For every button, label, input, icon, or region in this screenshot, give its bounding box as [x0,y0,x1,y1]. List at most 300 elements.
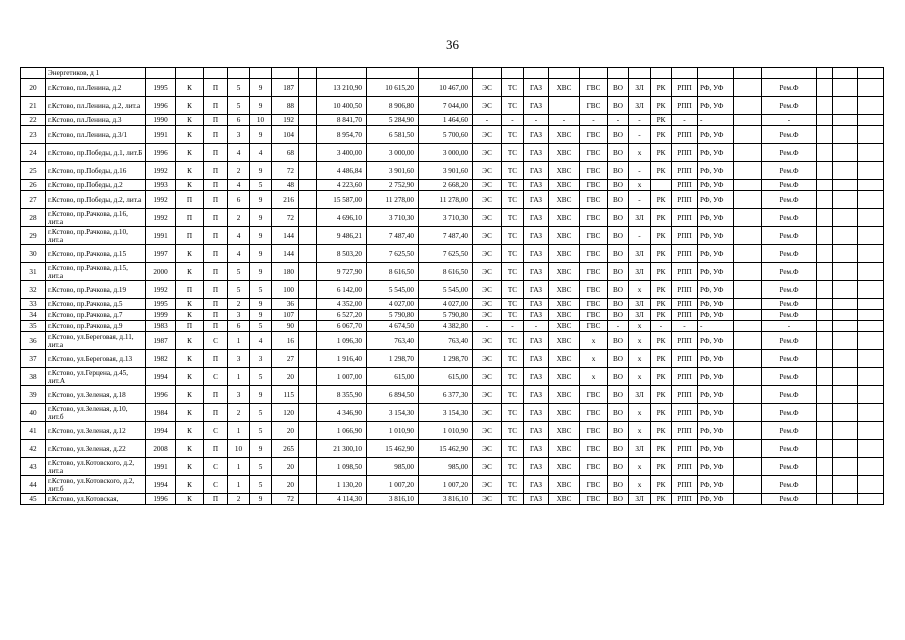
table-cell: 5 [250,281,272,299]
table-cell: П [204,263,228,281]
table-cell [299,180,317,191]
table-cell: РК [651,263,672,281]
table-cell: К [176,263,204,281]
table-cell [367,68,419,79]
table-cell: 187 [272,79,299,97]
table-cell: ВО [608,440,629,458]
table-cell [833,209,858,227]
table-cell [734,281,762,299]
table-cell: ВО [608,245,629,263]
table-cell: 2 [228,209,250,227]
address-cell: г.Кстово, пр.Победы, д.2, лит.а [46,191,146,209]
table-cell: ГВС [580,209,608,227]
table-cell [817,79,833,97]
table-cell: ГВС [580,458,608,476]
table-cell: 4 [250,332,272,350]
address-cell: г.Кстово, ул.Зеленая, д.10, лит.б [46,404,146,422]
table-cell: 5 790,80 [367,310,419,321]
table-cell: 2 668,20 [419,180,473,191]
table-cell: Рем.Ф [762,97,817,115]
table-cell: 44 [21,476,46,494]
address-cell: г.Кстово, ул.Котовского, д.2, лит.а [46,458,146,476]
table-cell: 37 [21,350,46,368]
table-cell: ВО [608,368,629,386]
table-cell: 1990 [146,115,176,126]
table-cell: 1 464,60 [419,115,473,126]
table-cell: 1 [228,476,250,494]
table-cell: х [629,180,651,191]
table-row [21,332,884,350]
table-cell: К [176,115,204,126]
table-cell: ЗЛ [629,299,651,310]
table-cell: РК [651,422,672,440]
table-cell: 21 [21,97,46,115]
table-cell: ХВС [549,386,580,404]
table-cell [672,68,698,79]
table-cell [299,350,317,368]
address-cell: г.Кстово, ул.Береговая, д.11, лит.а [46,332,146,350]
table-cell [833,227,858,245]
table-cell: 1992 [146,281,176,299]
table-cell [299,191,317,209]
table-cell: 9 486,21 [317,227,367,245]
table-cell: РПП [672,404,698,422]
table-cell: 3 [228,350,250,368]
table-row [21,321,884,332]
table-cell: ГАЗ [524,227,549,245]
table-cell: 20 [272,458,299,476]
table-cell [299,68,317,79]
table-cell: 4 346,90 [317,404,367,422]
table-cell: - [672,321,698,332]
table-cell: 9 [250,126,272,144]
table-cell: 615,00 [367,368,419,386]
table-cell: 144 [272,227,299,245]
table-cell: Рем.Ф [762,245,817,263]
table-cell: ГАЗ [524,458,549,476]
table-cell: Рем.Ф [762,144,817,162]
table-cell [833,332,858,350]
address-cell: г.Кстово, пл.Ленина, д.3/1 [46,126,146,144]
table-cell: 6 581,50 [367,126,419,144]
table-cell: ХВС [549,79,580,97]
table-cell: РК [651,191,672,209]
table-cell: 72 [272,494,299,505]
table-cell: РПП [672,97,698,115]
table-cell: РПП [672,191,698,209]
table-cell: ГВС [580,79,608,97]
table-cell [858,332,884,350]
table-cell: 1 [228,368,250,386]
table-cell: РК [651,310,672,321]
table-row [21,476,884,494]
table-cell: ГВС [580,180,608,191]
table-cell [299,115,317,126]
table-cell: Рем.Ф [762,191,817,209]
table-cell [299,97,317,115]
table-cell: - [608,321,629,332]
table-cell: ХВС [549,191,580,209]
table-cell: К [176,458,204,476]
table-cell: 4 [228,227,250,245]
table-cell [817,321,833,332]
table-cell: П [204,115,228,126]
table-cell: ТС [502,440,524,458]
table-cell: ТС [502,191,524,209]
table-row [21,458,884,476]
table-cell: 3 901,60 [419,162,473,180]
table-cell: РФ, УФ [698,404,734,422]
table-cell [651,180,672,191]
table-row [21,310,884,321]
table-cell: 5 [228,263,250,281]
table-cell: 9 [250,191,272,209]
table-cell: ЗЛ [629,97,651,115]
table-cell: К [176,440,204,458]
address-cell: г.Кстово, пр.Рачкова, д.10, лит.а [46,227,146,245]
table-cell: 9 [250,386,272,404]
table-cell: С [204,422,228,440]
table-cell: П [204,144,228,162]
table-cell: К [176,245,204,263]
table-cell: 4 [250,144,272,162]
table-cell: 115 [272,386,299,404]
table-cell: ГВС [580,227,608,245]
table-cell: ВО [608,227,629,245]
table-cell: 1999 [146,310,176,321]
table-cell: 6 [228,115,250,126]
table-cell: 104 [272,126,299,144]
table-cell: - [524,321,549,332]
table-cell: ЗЛ [629,245,651,263]
table-cell [858,68,884,79]
table-cell: ТС [502,368,524,386]
table-cell: 9 [250,97,272,115]
table-cell [817,126,833,144]
table-cell: РК [651,126,672,144]
table-cell: ЭС [473,332,502,350]
table-cell: РФ, УФ [698,209,734,227]
table-cell: - [672,115,698,126]
table-cell [833,79,858,97]
table-cell [299,299,317,310]
table-cell: х [629,281,651,299]
table-row [21,440,884,458]
table-cell: 21 300,10 [317,440,367,458]
table-cell: РК [651,386,672,404]
table-cell: ГВС [580,97,608,115]
table-cell: К [176,144,204,162]
table-cell: - [502,115,524,126]
address-cell: г.Кстово, пр.Рачкова, д.15, лит.а [46,263,146,281]
table-cell [734,458,762,476]
table-cell: ГВС [580,299,608,310]
table-cell [299,368,317,386]
table-cell: ХВС [549,440,580,458]
table-cell: РПП [672,368,698,386]
table-cell: РК [651,97,672,115]
table-cell: ГАЗ [524,476,549,494]
table-cell: 2000 [146,263,176,281]
table-cell: 42 [21,440,46,458]
table-cell: П [176,191,204,209]
table-cell: П [204,191,228,209]
table-cell: 4 027,00 [367,299,419,310]
table-cell: РК [651,115,672,126]
table-cell: Рем.Ф [762,263,817,281]
table-cell: П [204,350,228,368]
table-cell [549,68,580,79]
table-cell: 32 [21,281,46,299]
table-row [21,422,884,440]
table-cell: х [629,321,651,332]
table-cell: 2 [228,162,250,180]
continuation-row [21,68,884,79]
table-cell [734,227,762,245]
table-cell [833,97,858,115]
table-cell: ТС [502,79,524,97]
table-cell: ТС [502,209,524,227]
table-cell: П [204,494,228,505]
table-cell: ТС [502,162,524,180]
table-cell [817,310,833,321]
table-cell: 43 [21,458,46,476]
table-cell: - [629,115,651,126]
table-row [21,79,884,97]
table-cell [858,440,884,458]
table-cell: х [580,368,608,386]
table-cell: ЭС [473,350,502,368]
table-cell [502,68,524,79]
table-cell: 9 727,90 [317,263,367,281]
table-cell [580,68,608,79]
table-cell: 5 [250,458,272,476]
table-cell: РФ, УФ [698,191,734,209]
table-cell: ЗЛ [629,310,651,321]
table-cell: ТС [502,458,524,476]
address-cell: г.Кстово, пр.Рачкова, д.7 [46,310,146,321]
table-cell: РК [651,440,672,458]
table-cell: РПП [672,299,698,310]
table-row [21,115,884,126]
table-cell: 8 954,70 [317,126,367,144]
table-cell [858,144,884,162]
table-cell: 120 [272,404,299,422]
table-cell: ЭС [473,263,502,281]
table-cell [858,422,884,440]
address-cell: г.Кстово, пр.Победы, д.2 [46,180,146,191]
table-cell: Рем.Ф [762,350,817,368]
table-cell: РФ, УФ [698,79,734,97]
table-cell: 1991 [146,458,176,476]
table-cell: К [176,386,204,404]
table-cell [858,209,884,227]
table-cell: П [204,281,228,299]
table-cell: х [629,404,651,422]
table-cell: РПП [672,180,698,191]
table-cell: ХВС [549,299,580,310]
table-cell [734,180,762,191]
table-cell [299,404,317,422]
table-cell: 6 527,20 [317,310,367,321]
table-cell: 1991 [146,227,176,245]
table-cell: ГАЗ [524,494,549,505]
table-cell: ГАЗ [524,245,549,263]
table-cell [299,458,317,476]
table-cell: ТС [502,332,524,350]
table-cell [734,79,762,97]
table-cell: 985,00 [419,458,473,476]
table-cell: РК [651,332,672,350]
table-cell: ХВС [549,332,580,350]
table-cell: ХВС [549,281,580,299]
table-cell: 3 [228,386,250,404]
table-cell [524,68,549,79]
table-cell: 10 [250,115,272,126]
table-cell: 1 130,20 [317,476,367,494]
table-cell: 6 [228,321,250,332]
table-cell: 6 142,00 [317,281,367,299]
table-cell: х [629,350,651,368]
table-cell: 1 096,30 [317,332,367,350]
table-cell: 15 462,90 [367,440,419,458]
table-cell [734,350,762,368]
table-row [21,404,884,422]
table-cell: 5 284,90 [367,115,419,126]
table-cell: 1993 [146,180,176,191]
table-cell [817,68,833,79]
table-cell: ХВС [549,245,580,263]
table-cell: - [629,126,651,144]
address-cell: г.Кстово, пр.Рачкова, д.19 [46,281,146,299]
table-cell: РПП [672,227,698,245]
table-cell: 7 044,00 [419,97,473,115]
table-cell: 9 [250,310,272,321]
table-cell: С [204,368,228,386]
table-cell [734,299,762,310]
table-cell: 2 [228,494,250,505]
table-cell: ГВС [580,321,608,332]
table-cell: 88 [272,97,299,115]
table-cell [817,281,833,299]
table-cell: 1996 [146,144,176,162]
table-cell: К [176,79,204,97]
table-cell: К [176,332,204,350]
table-cell: 5 [250,404,272,422]
table-cell [299,310,317,321]
table-cell: 2 752,90 [367,180,419,191]
table-cell: ГВС [580,144,608,162]
table-cell: ТС [502,227,524,245]
table-cell: ЭС [473,281,502,299]
table-cell: х [629,144,651,162]
table-cell [734,310,762,321]
table-cell: 1983 [146,321,176,332]
table-cell: - [651,321,672,332]
table-cell: ГАЗ [524,332,549,350]
table-cell [734,97,762,115]
address-cell: г.Кстово, пр.Победы, д.16 [46,162,146,180]
table-row [21,126,884,144]
table-cell: П [176,321,204,332]
table-cell [734,162,762,180]
table-cell [146,68,176,79]
table-cell [858,281,884,299]
table-cell: ГВС [580,245,608,263]
table-cell: 615,00 [419,368,473,386]
table-cell [858,458,884,476]
table-cell [817,180,833,191]
table-cell [734,476,762,494]
table-cell [858,386,884,404]
table-cell: К [176,494,204,505]
table-cell: К [176,368,204,386]
table-cell: ТС [502,180,524,191]
table-row [21,299,884,310]
table-cell: ГАЗ [524,263,549,281]
table-cell: 35 [21,321,46,332]
table-cell: ТС [502,126,524,144]
table-cell [419,68,473,79]
table-cell: 3 000,00 [367,144,419,162]
table-cell: 9 [250,245,272,263]
address-cell: г.Кстово, пр.Рачкова, д.5 [46,299,146,310]
table-cell [299,386,317,404]
table-cell [734,209,762,227]
table-cell: 3 710,30 [367,209,419,227]
table-cell [833,310,858,321]
table-cell [734,245,762,263]
table-cell: ГАЗ [524,368,549,386]
table-cell: 8 906,80 [367,97,419,115]
address-cell: г.Кстово, ул.Зеленая, д.22 [46,440,146,458]
table-cell: 10 [228,440,250,458]
table-cell [833,162,858,180]
table-cell: К [176,97,204,115]
table-cell: 5 [228,97,250,115]
table-cell: - [473,321,502,332]
table-cell: 6 067,70 [317,321,367,332]
table-cell [299,245,317,263]
table-cell: - [698,115,734,126]
table-cell: ТС [502,299,524,310]
table-cell: 8 616,50 [419,263,473,281]
table-cell: 5 790,80 [419,310,473,321]
table-cell: РК [651,458,672,476]
table-cell: 30 [21,245,46,263]
table-cell: 1992 [146,162,176,180]
table-cell [734,332,762,350]
table-cell: ХВС [549,404,580,422]
table-cell [833,115,858,126]
table-cell [734,404,762,422]
table-cell: РФ, УФ [698,440,734,458]
table-cell [817,209,833,227]
table-cell: ГАЗ [524,209,549,227]
table-cell: П [204,180,228,191]
table-cell: Рем.Ф [762,162,817,180]
table-cell: - [762,321,817,332]
table-cell: ГВС [580,404,608,422]
table-cell [817,115,833,126]
table-cell: П [176,209,204,227]
table-cell: ТС [502,245,524,263]
table-cell [817,350,833,368]
table-cell [833,144,858,162]
table-cell: 3 710,30 [419,209,473,227]
table-row [21,227,884,245]
table-cell: ХВС [549,180,580,191]
